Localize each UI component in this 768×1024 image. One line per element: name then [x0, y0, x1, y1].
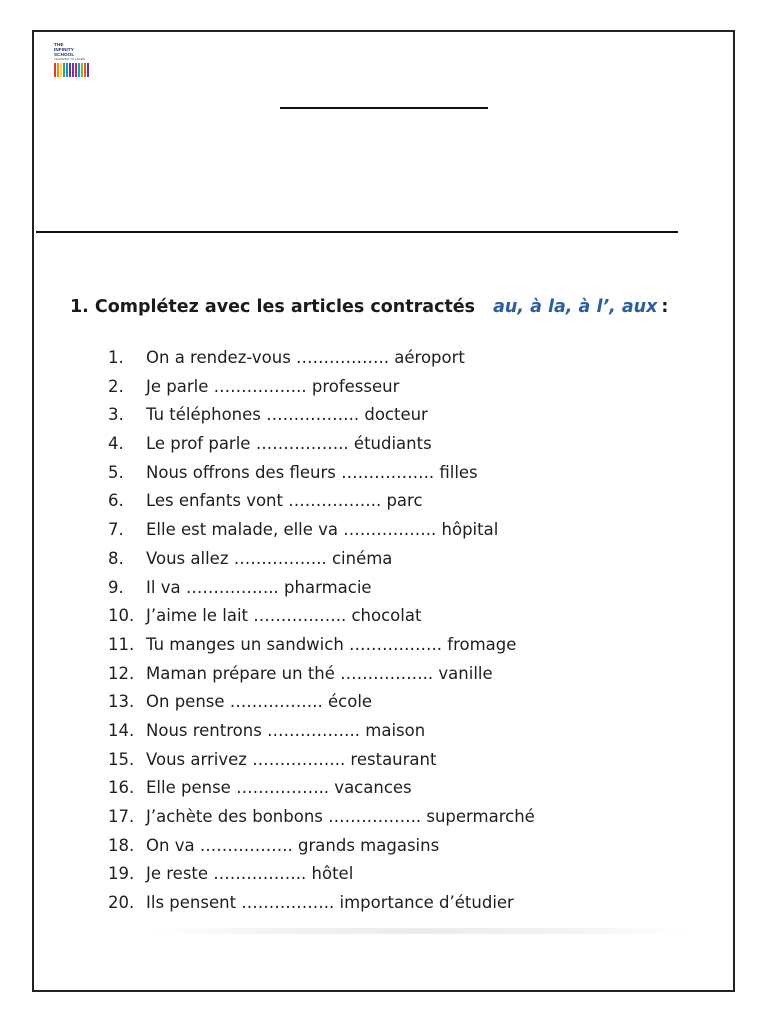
logo-line-1: THE [54, 42, 64, 47]
exercise-item [108, 832, 535, 861]
logo-bar [54, 63, 56, 77]
logo-bar [81, 63, 83, 77]
exercise-heading-text: 1. Complétez avec les articles contractés [70, 297, 476, 317]
faded-scan-line [150, 928, 690, 934]
logo-bar [66, 63, 68, 77]
articles-list: au, à la, à l’, aux [493, 297, 658, 317]
exercise-item-number: 1. [108, 348, 124, 367]
exercise-item-number: 9. [108, 577, 124, 597]
exercise-item [108, 344, 535, 373]
logo-line-2: INFINITY [54, 47, 74, 52]
exercise-item [108, 602, 535, 631]
exercise-item-number: 16. [108, 778, 135, 798]
title-blank-line [280, 107, 488, 109]
exercise-item [108, 430, 535, 459]
exercise-item [108, 660, 535, 689]
exercise-heading [70, 297, 668, 317]
logo-bar [60, 63, 62, 77]
exercise-item-text: On pense …………….. école [146, 692, 373, 712]
logo-bar [57, 63, 59, 77]
exercise-item-text: On a rendez-vous …………….. aéroport [146, 348, 465, 367]
exercise-item [108, 545, 535, 574]
exercise-item-text: Ils pensent …………….. importance d’étudier [146, 893, 514, 913]
exercise-item-number: 12. [108, 663, 135, 683]
exercise-item-number: 18. [108, 835, 135, 855]
horizontal-rule [36, 231, 678, 233]
exercise-item [108, 717, 535, 746]
exercise-item-text: Les enfants vont …………….. parc [146, 491, 423, 511]
exercise-item-text: On va …………….. grands magasins [146, 835, 440, 855]
logo-rainbow-bars-icon [54, 63, 96, 77]
exercise-item [108, 746, 535, 775]
exercise-item-text: Tu manges un sandwich …………….. fromage [146, 634, 517, 654]
exercise-item-text: Le prof parle …………….. étudiants [146, 434, 432, 454]
exercise-item-text: Elle est malade, elle va …………….. hôpital [146, 520, 499, 540]
exercise-item-number: 5. [108, 462, 124, 482]
exercise-item-text: Tu téléphones …………….. docteur [146, 405, 428, 425]
exercise-item-number: 6. [108, 491, 124, 511]
exercise-item-number: 19. [108, 864, 135, 884]
exercise-item [108, 889, 535, 918]
exercise-item-text: Maman prépare un thé …………….. vanille [146, 663, 493, 683]
exercise-item-text: Je reste …………….. hôtel [146, 864, 354, 884]
exercise-item [108, 373, 535, 402]
exercise-item [108, 774, 535, 803]
exercise-item-text: Elle pense …………….. vacances [146, 778, 412, 798]
exercise-item-number: 17. [108, 807, 135, 826]
exercise-item-text: J’aime le lait …………….. chocolat [146, 606, 422, 626]
exercise-item-number: 20. [108, 893, 135, 913]
exercise-item [108, 401, 535, 430]
exercise-list [108, 344, 535, 918]
exercise-item-number: 4. [108, 434, 124, 454]
logo-tagline: LEARNING TO LEARN [54, 57, 86, 61]
exercise-item-number: 2. [108, 376, 124, 396]
exercise-item-text: Il va …………….. pharmacie [146, 577, 372, 597]
heading-colon: : [661, 297, 669, 317]
logo-line-3: SCHOOL [54, 52, 75, 57]
logo-bar [75, 63, 77, 77]
exercise-item-number: 13. [108, 692, 135, 712]
logo-bar [78, 63, 80, 77]
exercise-item-text: Vous arrivez …………….. restaurant [146, 749, 437, 769]
exercise-item-text: Nous rentrons …………….. maison [146, 720, 426, 740]
exercise-item-number: 14. [108, 720, 135, 740]
logo-bar [69, 63, 71, 77]
logo-bar [72, 63, 74, 77]
logo-bar [87, 63, 89, 77]
exercise-item-number: 10. [108, 606, 135, 626]
exercise-item [108, 803, 535, 832]
exercise-item [108, 574, 535, 603]
logo-bar [63, 63, 65, 77]
exercise-item-text: J’achète des bonbons …………….. supermarché [146, 807, 535, 826]
exercise-item [108, 688, 535, 717]
exercise-item-number: 7. [108, 520, 124, 540]
exercise-item [108, 516, 535, 545]
exercise-item-text: Vous allez …………….. cinéma [146, 548, 393, 568]
exercise-item-number: 11. [108, 634, 135, 654]
exercise-item [108, 459, 535, 488]
exercise-item [108, 487, 535, 516]
exercise-item-number: 15. [108, 749, 135, 769]
exercise-item-text: Nous offrons des fleurs …………….. filles [146, 462, 478, 482]
exercise-item-number: 8. [108, 548, 124, 568]
exercise-item-text: Je parle …………….. professeur [146, 376, 400, 396]
school-logo [54, 42, 96, 86]
logo-bar [84, 63, 86, 77]
exercise-item [108, 860, 535, 889]
exercise-item-number: 3. [108, 405, 124, 425]
exercise-item [108, 631, 535, 660]
